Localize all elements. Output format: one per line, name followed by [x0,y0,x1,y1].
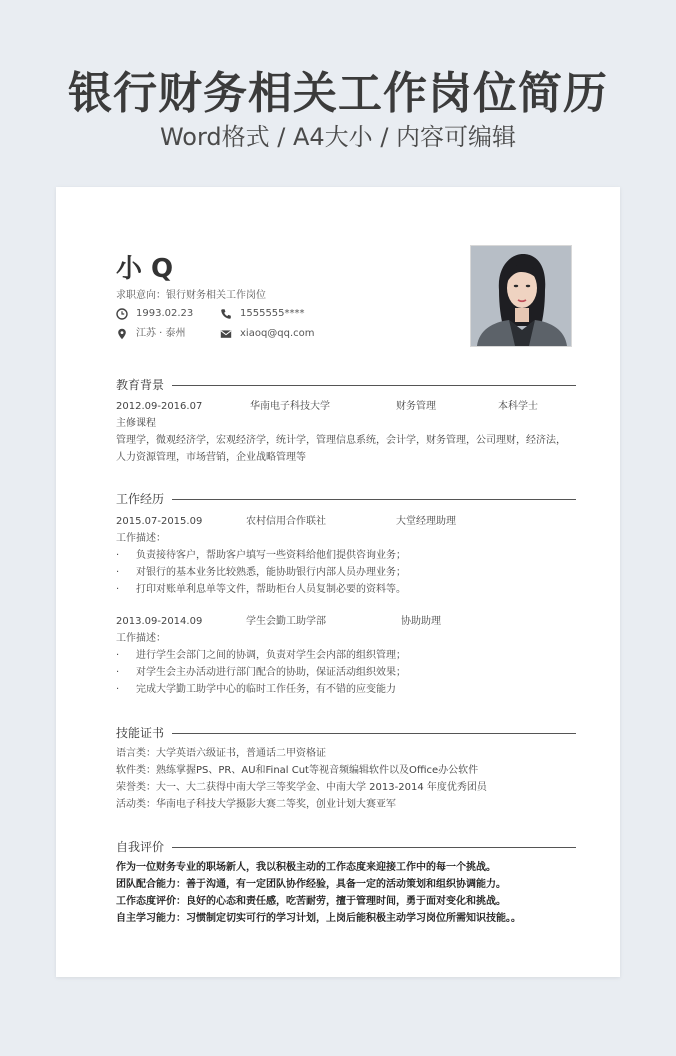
education-period: 2012.09-2016.07 [116,401,203,412]
job-role: 协助助理 [401,616,441,627]
skills-title: 技能证书 [116,726,165,740]
self-eval-title: 自我评价 [116,840,165,854]
self-eval-line: 自主学习能力：习惯制定切实可行的学习计划，上岗后能积极主动学习岗位所需知识技能。。 [116,913,521,924]
candidate-name: 小 Q [116,254,174,284]
job-period: 2013.09-2014.09 [116,616,203,627]
courses-label: 主修课程 [116,418,156,429]
clock-icon [116,308,128,320]
self-eval-line: 作为一位财务专业的职场新人，我以积极主动的工作态度来迎接工作中的每一个挑战。 [116,862,496,873]
education-header [116,376,576,394]
email-info [220,327,315,341]
job-role: 大堂经理助理 [396,516,456,527]
job-desc-item: · 对银行的基本业务比较熟悉，能协助银行内部人员办理业务； [116,567,406,578]
job-intent: 求职意向：银行财务相关工作岗位 [116,290,266,301]
mail-icon [220,328,232,340]
banner-title: 银行财务相关工作岗位简历 [68,68,608,119]
banner-subtitle: Word格式 / A4大小 / 内容可编辑 [159,123,517,151]
job-desc-item: · 完成大学勤工助学中心的临时工作任务，有不错的应变能力 [116,684,396,695]
job-org: 农村信用合作联社 [246,516,326,527]
education-row [116,398,576,415]
self-eval-section [116,838,576,927]
job-desc-label: 工作描述： [116,533,166,544]
location: 江苏 · 泰州 [136,328,186,339]
skill-line: 活动类：华南电子科技大学摄影大赛二等奖，创业计划大赛亚军 [116,799,396,810]
section-divider [172,733,576,734]
phone-icon [220,308,232,320]
work-section [116,490,576,698]
location-info [116,327,186,341]
phone-info [220,307,305,321]
job-desc-item: · 对学生会主办活动进行部门配合的协助，保证活动组织效果； [116,667,406,678]
skill-line: 荣誉类：大一、大二获得中南大学三等奖学金、中南大学 2013-2014 年度优秀团员 [116,782,487,793]
job-desc-item: · 负责接待客户，帮助客户填写一些资料给他们提供咨询业务； [116,550,406,561]
work-title: 工作经历 [116,492,165,506]
skill-line: 语言类：大学英语六级证书，普通话二甲资格证 [116,748,326,759]
education-title: 教育背景 [116,378,165,392]
self-eval-line: 工作态度评价：良好的心态和责任感，吃苦耐劳，擅于管理时间，勇于面对变化和挑战。 [116,896,506,907]
job-desc-item: · 进行学生会部门之间的协调，负责对学生会内部的组织管理； [116,650,406,661]
section-divider [172,385,576,386]
skills-section [116,724,576,813]
courses-line: 人力资源管理，市场营销，企业战略管理等 [116,452,306,463]
job-org: 学生会勤工助学部 [246,616,326,627]
courses-line: 管理学，微观经济学，宏观经济学，统计学，管理信息系统，会计学，财务管理，公司理财，经济法， [116,435,566,446]
phone-number: 1555555**** [240,308,305,319]
email-address: xiaoq@qq.com [240,328,315,339]
location-pin-icon [116,328,128,340]
education-degree: 本科学士 [498,401,538,412]
skill-line: 软件类：熟练掌握PS、PR、AU和Final Cut等视音频编辑软件以及Office办公软件 [116,765,479,776]
education-section [116,376,576,466]
self-eval-header [116,838,576,856]
job-desc-item: · 打印对账单利息单等文件，帮助柜台人员复制必要的资料等。 [116,584,406,595]
section-divider [172,499,576,500]
skills-header [116,724,576,742]
education-major: 财务管理 [396,401,436,412]
work-header [116,490,576,508]
portrait-image [471,246,571,346]
birth-date: 1993.02.23 [136,308,194,319]
self-eval-line: 团队配合能力：善于沟通，有一定团队协作经验，具备一定的活动策划和组织协调能力。 [116,879,506,890]
birth-info [116,307,193,321]
job-row [116,613,576,630]
resume-page [56,187,620,977]
job-period: 2015.07-2015.09 [116,516,203,527]
job-desc-label: 工作描述： [116,633,166,644]
section-divider [172,847,576,848]
education-school: 华南电子科技大学 [250,401,330,412]
job-row [116,513,576,530]
profile-photo [470,245,572,347]
